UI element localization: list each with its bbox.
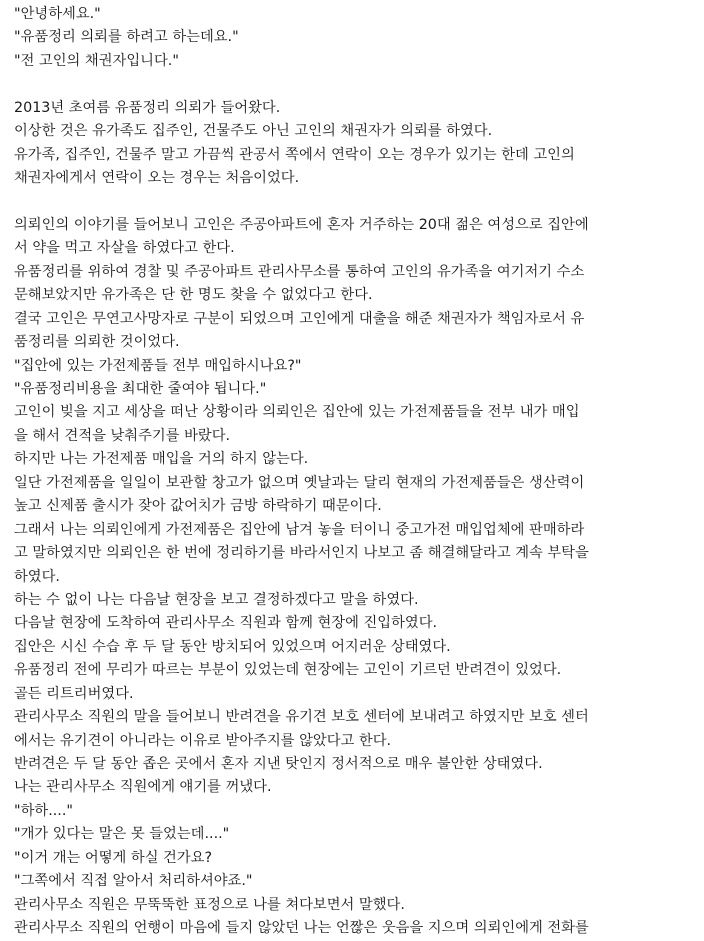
text-line: "안녕하세요." [14, 6, 101, 22]
text-line: 높고 신제품 출시가 잦아 값어치가 금방 하락하기 때문이다. [14, 498, 382, 515]
text-line: 반려견은 두 달 동안 좁은 곳에서 혼자 지낸 탓인지 정서적으로 매우 불안한 상태였다. [14, 756, 543, 772]
text-line: 이상한 것은 유가족도 집주인, 건물주도 아닌 고인의 채권자가 의뢰를 하였다. [14, 123, 493, 140]
text-line: 관리사무소 직원의 언행이 마음에 들지 않았던 나는 언짢은 웃음을 지으며 의뢰인에게 전화를 [14, 920, 589, 937]
text-line: 그래서 나는 의뢰인에게 가전제품은 집안에 남겨 놓을 터이니 중고가전 매입업체에 판매하라 [14, 521, 585, 538]
text-line: 채권자에게서 연락이 오는 경우는 처음이었다. [14, 170, 300, 187]
text-line: 유품정리 전에 무리가 따르는 부분이 있었는데 현장에는 고인이 기르던 반려견이 있었다. [14, 662, 562, 679]
text-line: 관리사무소 직원의 말을 들어보니 반려견을 유기견 보호 센터에 보내려고 하였지만 보호 센터 [14, 709, 589, 726]
text-line: 을 해서 견적을 낮춰주기를 바랐다. [14, 427, 231, 444]
text-line: 하였다. [14, 568, 60, 585]
text-line: 서 약을 먹고 자살을 하였다고 한다. [14, 240, 235, 257]
text-line: 고 말하였지만 의뢰인은 한 번에 정리하기를 바라서인지 나보고 좀 해결해달라고 계속 부탁을 [14, 545, 589, 562]
text-line: 다음날 현장에 도착하여 관리사무소 직원과 함께 현장에 진입하였다. [14, 615, 438, 632]
text-line: "이거 개는 어떻게 하실 건가요? [14, 849, 213, 866]
text-line: 관리사무소 직원은 무뚝뚝한 표정으로 나를 쳐다보면서 말했다. [14, 896, 405, 913]
text-line: 유가족, 집주인, 건물주 말고 가끔씩 관공서 쪽에서 연락이 오는 경우가 있기는 한데 고인의 [14, 146, 575, 163]
text-line: 의뢰인의 이야기를 들어보니 고인은 주공아파트에 혼자 거주하는 20대 젊은 여성으로 집안에 [14, 216, 589, 233]
text-line: "전 고인의 채권자입니다." [14, 52, 179, 69]
text-line: 품정리를 의뢰한 것이었다. [14, 334, 180, 351]
blank-line [14, 73, 694, 96]
text-line: 나는 관리사무소 직원에게 얘기를 꺼냈다. [14, 779, 272, 796]
text-line: 결국 고인은 무연고사망자로 구분이 되었으며 고인에게 대출을 해준 채권자가 책임자로서 유 [14, 310, 585, 327]
text-line: "유품정리비용을 최대한 줄여야 됩니다." [14, 381, 267, 397]
text-line: "유품정리 의뢰를 하려고 하는데요." [14, 29, 239, 46]
text-line: 유품정리를 위하여 경찰 및 주공아파트 관리사무소를 통하여 고인의 유가족을 여기저기 수소 [14, 263, 585, 280]
text-line: 하지만 나는 가전제품 매입을 거의 하지 않는다. [14, 451, 309, 468]
text-line: 하는 수 없이 나는 다음날 현장을 보고 결정하겠다고 말을 하였다. [14, 591, 419, 608]
text-line: 골든 리트리버였다. [14, 685, 134, 702]
blank-line [14, 191, 694, 214]
text-line: 2013년 초여름 유품정리 의뢰가 들어왔다. [14, 99, 281, 116]
text-line: "개가 있다는 말은 못 들었는데...." [14, 826, 230, 843]
text-line: "집안에 있는 가전제품들 전부 매입하시나요?" [14, 357, 302, 374]
text-line: 문해보았지만 유가족은 단 한 명도 찾을 수 없었다고 한다. [14, 287, 373, 304]
text-line: "하하...." [14, 802, 73, 819]
document-body [14, 3, 694, 941]
text-line: "그쪽에서 직접 알아서 처리하셔야죠." [14, 873, 253, 890]
text-line: 일단 가전제품을 일일이 보관할 창고가 없으며 옛날과는 달리 현재의 가전제품들은 생산력이 [14, 474, 585, 491]
text-line: 집안은 시신 수습 후 두 달 동안 방치되어 있었으며 어지러운 상태였다. [14, 638, 451, 655]
text-line: 고인이 빚을 지고 세상을 떠난 상황이라 의뢰인은 집안에 있는 가전제품들을 전부 내가 매입 [14, 404, 580, 421]
text-line: 에서는 유기견이 아니라는 이유로 받아주지를 않았다고 한다. [14, 732, 392, 749]
